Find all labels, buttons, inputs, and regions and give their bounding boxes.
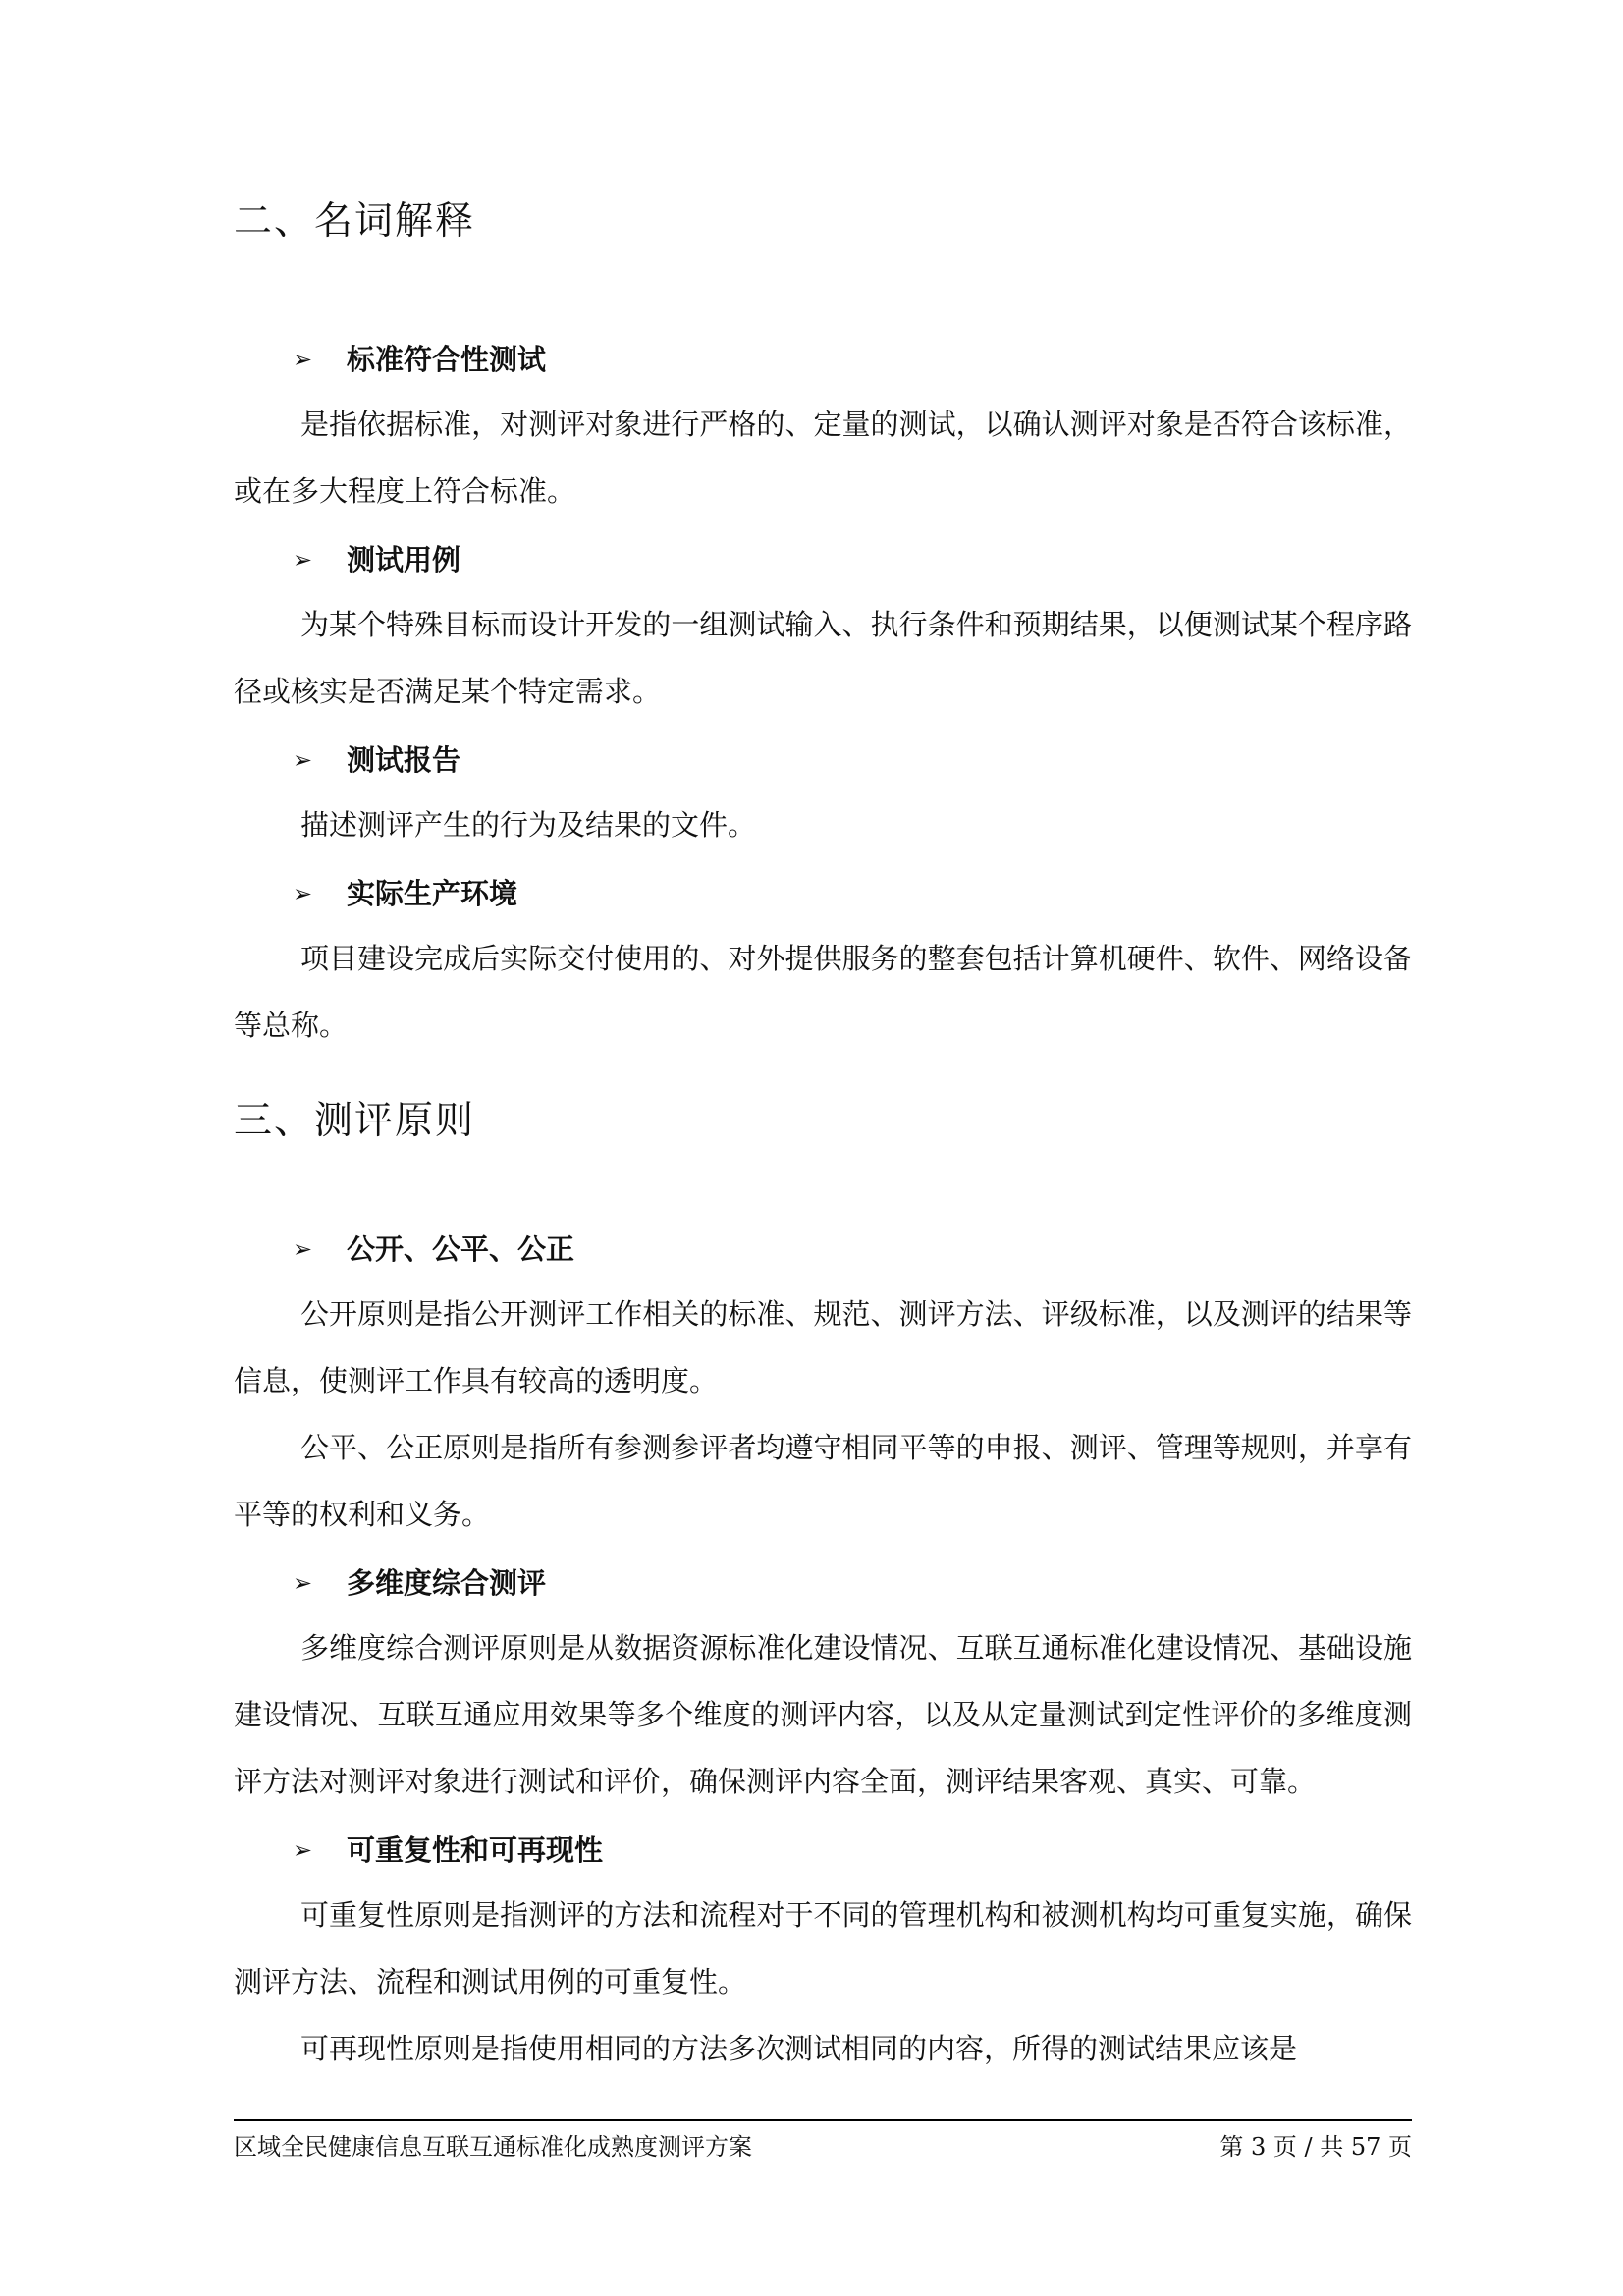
paragraph: 可重复性原则是指测评的方法和流程对于不同的管理机构和被测机构均可重复实施，确保测评方法、流程和测试用例的可重复性。: [234, 1898, 1412, 1998]
paragraph: 公平、公正原则是指所有参测参评者均遵守相同平等的申报、测评、管理等规则，并享有平等的权利和义务。: [234, 1431, 1412, 1531]
arrow-bullet-icon: ➢: [293, 746, 313, 774]
paragraph: 为某个特殊目标而设计开发的一组测试输入、执行条件和预期结果，以便测试某个程序路径或核实是否满足某个特定需求。: [234, 608, 1412, 708]
arrow-bullet-icon: ➢: [293, 1836, 313, 1864]
arrow-bullet-icon: ➢: [293, 346, 313, 373]
subheading-label: 可重复性和可再现性: [347, 1833, 604, 1867]
page-footer: [234, 2119, 1412, 2161]
paragraph: 项目建设完成后实际交付使用的、对外提供服务的整套包括计算机硬件、软件、网络设备等总称。: [234, 942, 1412, 1042]
page-content: [234, 187, 1412, 2082]
subheading-label: 标准符合性测试: [347, 343, 547, 376]
paragraph: 描述测评产生的行为及结果的文件。: [300, 808, 757, 842]
subheading: [234, 1552, 1412, 1614]
paragraph: 可再现性原则是指使用相同的方法多次测试相同的内容，所得的测试结果应该是: [300, 2032, 1298, 2065]
subheading: [234, 328, 1412, 391]
subheading: [234, 1819, 1412, 1882]
subheading: [234, 528, 1412, 591]
subheading-label: 公开、公平、公正: [347, 1232, 575, 1266]
subheading: [234, 729, 1412, 792]
paragraph: 公开原则是指公开测评工作相关的标准、规范、测评方法、评级标准，以及测评的结果等信息，使测评工作具有较高的透明度。: [234, 1297, 1412, 1397]
section-title: 二、名词解释: [234, 199, 476, 244]
paragraph: 多维度综合测评原则是从数据资源标准化建设情况、互联互通标准化建设情况、基础设施建设情况、互联互通应用效果等多个维度的测评内容，以及从定量测试到定性评价的多维度测评方法对测评对象进行测试和评价，确保测评内容全面，测评结果客观、真实、可靠。: [234, 1631, 1412, 1798]
subheading: [234, 1218, 1412, 1281]
footer-document-title: 区域全民健康信息互联互通标准化成熟度测评方案: [234, 2133, 752, 2160]
subheading-label: 测试报告: [347, 743, 461, 777]
subheading-label: 多维度综合测评: [347, 1566, 547, 1600]
section-title: 三、测评原则: [234, 1099, 476, 1143]
subheading-label: 实际生产环境: [347, 877, 518, 910]
arrow-bullet-icon: ➢: [293, 1235, 313, 1263]
arrow-bullet-icon: ➢: [293, 546, 313, 574]
arrow-bullet-icon: ➢: [293, 1569, 313, 1597]
arrow-bullet-icon: ➢: [293, 880, 313, 907]
subheading: [234, 862, 1412, 925]
paragraph: 是指依据标准，对测评对象进行严格的、定量的测试，以确认测评对象是否符合该标准，或在多大程度上符合标准。: [234, 408, 1412, 508]
subheading-label: 测试用例: [347, 543, 461, 576]
page-number: 第 3 页 / 共 57 页: [1219, 2133, 1412, 2160]
